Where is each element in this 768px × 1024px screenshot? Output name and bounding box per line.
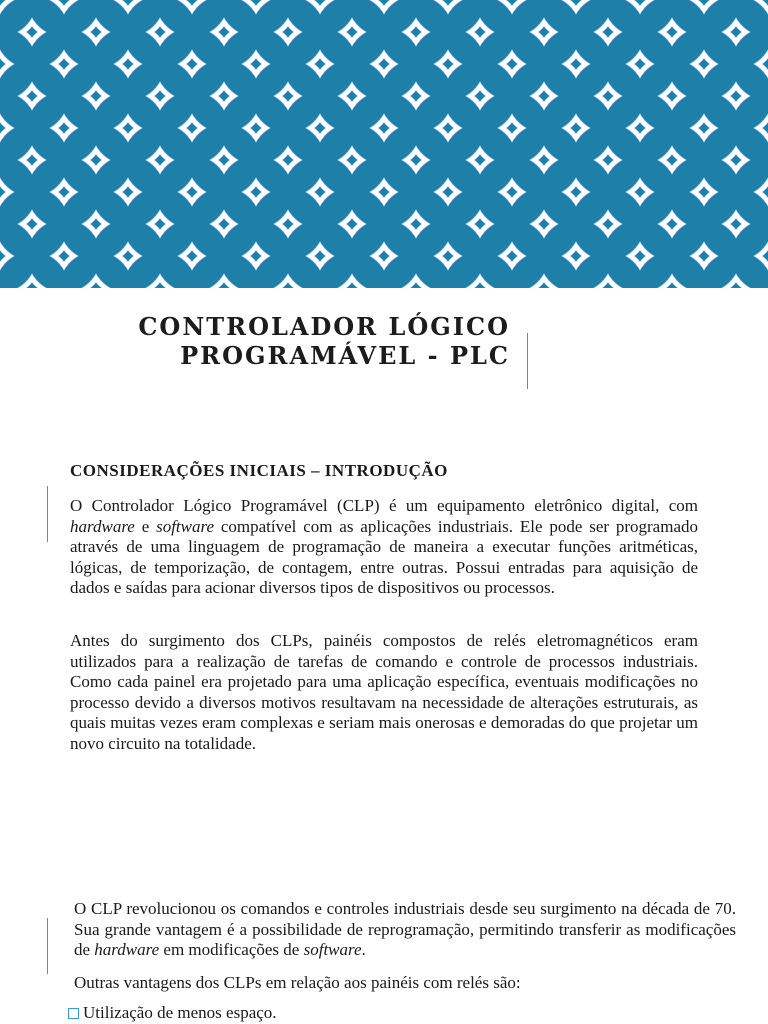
paragraph-revolution-text-3: . bbox=[361, 940, 366, 960]
list-item bbox=[68, 1002, 277, 1024]
paragraph-intro-text-2: e bbox=[134, 516, 157, 536]
decorative-banner bbox=[0, 0, 768, 288]
title-line-1: CONTROLADOR LÓGICO bbox=[138, 312, 510, 341]
paragraph-revolution-text-2: em modificações de bbox=[159, 940, 304, 960]
title-line-2: PROGRAMÁVEL - PLC bbox=[180, 341, 510, 370]
paragraph-revolution bbox=[74, 899, 736, 961]
paragraph-history: Antes do surgimento dos CLPs, painéis compostos de relés eletromagnéticos eram utilizados para a realização de tarefas de comando e controle de processos industriais. Como cada painel era projetado para uma aplicação específica, eventuais modificações no processo devido a diversos motivos resultavam na necessidade de alterações estruturais, as quais muitas vezes eram complexas e seriam mais onerosas e demoradas do que projetar um novo circuito na totalidade. bbox=[70, 631, 698, 753]
paragraph-revolution-text-1: O CLP revolucionou os comandos e controles industriais desde seu surgimento na década de 70. Sua grande vantagem é a possibilidade de reprogramação, permitindo transferir as modificações de bbox=[74, 899, 736, 960]
page-title bbox=[0, 312, 510, 370]
paragraph-divider-1 bbox=[47, 486, 48, 542]
paragraph-intro-software: software bbox=[156, 516, 215, 536]
square-bullet-icon bbox=[68, 1008, 79, 1019]
paragraph-revolution-software: software bbox=[303, 940, 362, 960]
paragraph-advantages-intro: Outras vantagens dos CLPs em relação aos painéis com relés são: bbox=[74, 973, 521, 992]
paragraph-revolution-hardware: hardware bbox=[94, 940, 160, 960]
list-item-text: Utilização de menos espaço. bbox=[83, 1003, 277, 1022]
paragraph-intro-text-3: compatível com as aplicações industriais. Ele pode ser programado através de uma linguagem de programação de maneira a executar funções aritméticas, lógicas, de temporização, de contagem, entre outras. Possui entradas para aquisição de dados e saídas para acionar diversos tipos de dispositivos ou processos. bbox=[70, 516, 698, 598]
title-divider bbox=[527, 333, 528, 389]
section-heading: CONSIDERAÇÕES INICIAIS – INTRODUÇÃO bbox=[70, 461, 448, 480]
paragraph-intro-text-1: O Controlador Lógico Programável (CLP) é um equipamento eletrônico digital, com bbox=[70, 496, 698, 515]
paragraph-intro-hardware: hardware bbox=[70, 516, 135, 536]
paragraph-divider-2 bbox=[47, 918, 48, 974]
paragraph-intro bbox=[70, 496, 698, 599]
